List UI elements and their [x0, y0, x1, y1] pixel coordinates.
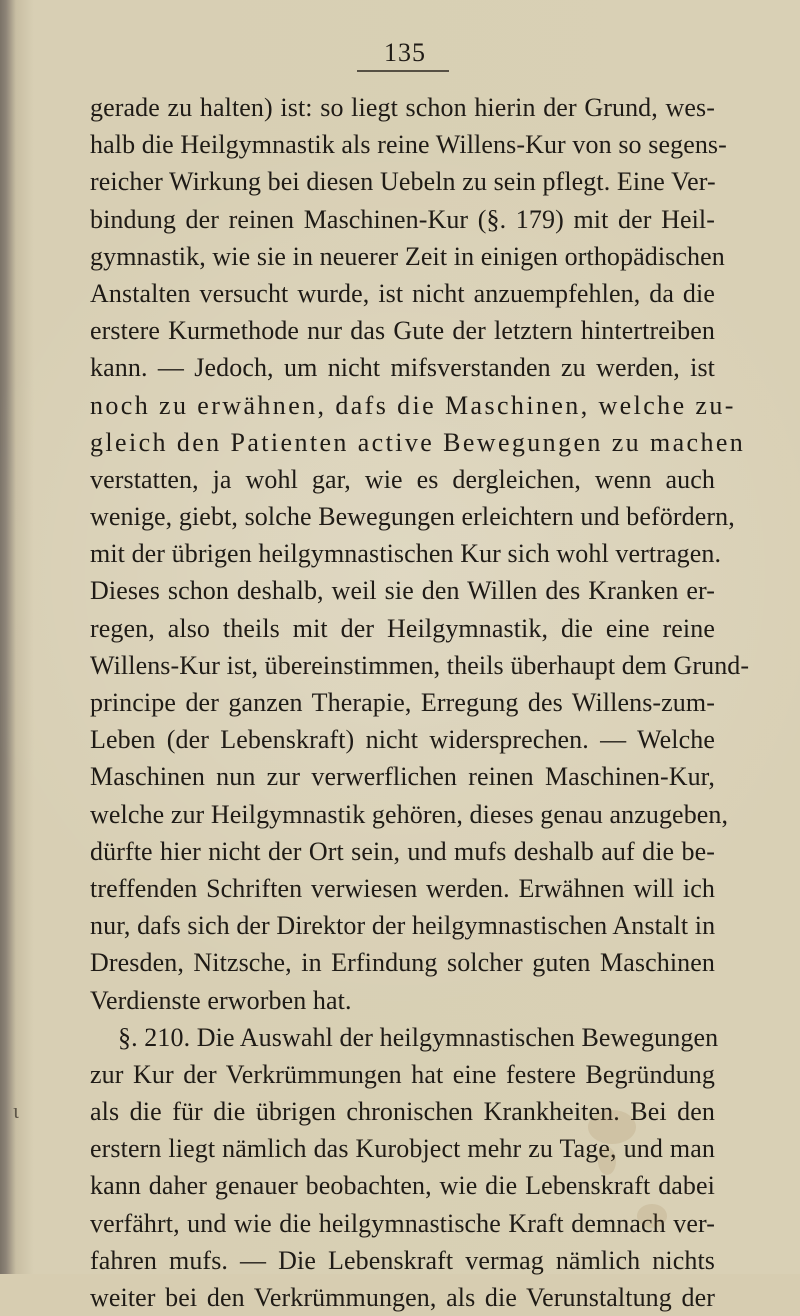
- text-line: wenige, giebt, solche Bewegungen erleichtern und befördern,: [90, 502, 735, 532]
- text-line: Willens-Kur ist, übereinstimmen, theils überhaupt dem Grund-: [90, 650, 750, 680]
- text-line: kann daher genauer beobachten, wie die Lebenskraft dabei: [90, 1171, 715, 1201]
- margin-mark: ι: [13, 1098, 19, 1123]
- text-line: treffenden Schriften verwiesen werden. Erwähnen will ich: [90, 873, 715, 903]
- text-line: Dieses schon deshalb, weil sie den Willen des Kranken er-: [90, 576, 715, 606]
- text-line: Maschinen nun zur verwerflichen reinen Maschinen-Kur,: [90, 762, 715, 792]
- text-line: verfährt, und wie die heilgymnastische Kraft demnach ver-: [90, 1208, 715, 1238]
- text-line: erstern liegt nämlich das Kurobject mehr zu Tage, und man: [90, 1134, 715, 1164]
- text-line: zur Kur der Verkrümmungen hat eine festere Begründung: [90, 1059, 715, 1089]
- text-line: principe der ganzen Therapie, Erregung des Willens-zum-: [90, 688, 715, 717]
- text-line: gerade zu halten) ist: so liegt schon hierin der Grund, wes-: [90, 93, 715, 122]
- text-line: halb die Heilgymnastik als reine Willens-Kur von so segens-: [90, 130, 727, 160]
- text-line: regen, also theils mit der Heilgymnastik, die eine reine: [90, 613, 715, 643]
- paper-stain: [598, 1147, 616, 1175]
- text-line: noch zu erwähnen, dafs die Maschinen, welche zu-: [90, 390, 736, 420]
- text-line: kann. — Jedoch, um nicht mifsverstanden zu werden, ist: [90, 353, 715, 383]
- page-number: 135: [384, 38, 426, 67]
- text-line: verstatten, ja wohl gar, wie es dergleichen, wenn auch: [90, 464, 715, 494]
- text-line: Leben (der Lebenskraft) nicht widersprechen. — Welche: [90, 725, 715, 755]
- text-line: dürfte hier nicht der Ort sein, und mufs deshalb auf die be-: [90, 836, 715, 866]
- text-line: mit der übrigen heilgymnastischen Kur sich wohl vertragen.: [90, 539, 722, 569]
- text-line: Anstalten versucht wurde, ist nicht anzuempfehlen, da die: [90, 278, 715, 308]
- text-line: Verdienste erworben hat.: [90, 985, 352, 1015]
- text-line: erstere Kurmethode nur das Gute der letztern hintertreiben: [90, 316, 715, 346]
- text-line: als die für die übrigen chronischen Krankheiten. Bei den: [90, 1097, 715, 1127]
- text-line: gleich den Patienten active Bewegungen zu machen: [90, 427, 746, 457]
- text-line: nur, dafs sich der Direktor der heilgymnastischen Anstalt in: [90, 911, 716, 941]
- text-line: weiter bei den Verkrümmungen, als die Verunstaltung der: [90, 1283, 715, 1312]
- text-line: gymnastik, wie sie in neuerer Zeit in einigen orthopädischen: [90, 241, 725, 271]
- text-line: fahren mufs. — Die Lebenskraft vermag nämlich nichts: [90, 1245, 715, 1275]
- text-line: welche zur Heilgymnastik gehören, dieses genau anzugeben,: [90, 799, 729, 829]
- text-line: bindung der reinen Maschinen-Kur (§. 179) mit der Heil-: [90, 204, 715, 234]
- paper-stain: [637, 1204, 667, 1228]
- page-number-rule: [357, 70, 449, 72]
- text-line: reicher Wirkung bei diesen Uebeln zu sein pflegt. Eine Ver-: [90, 167, 716, 197]
- text-line: Dresden, Nitzsche, in Erfindung solcher guten Maschinen: [90, 948, 715, 978]
- paper-stain: [588, 1110, 636, 1144]
- section-heading-line: §. 210. Die Auswahl der heilgymnastischen Bewegungen: [118, 1022, 719, 1052]
